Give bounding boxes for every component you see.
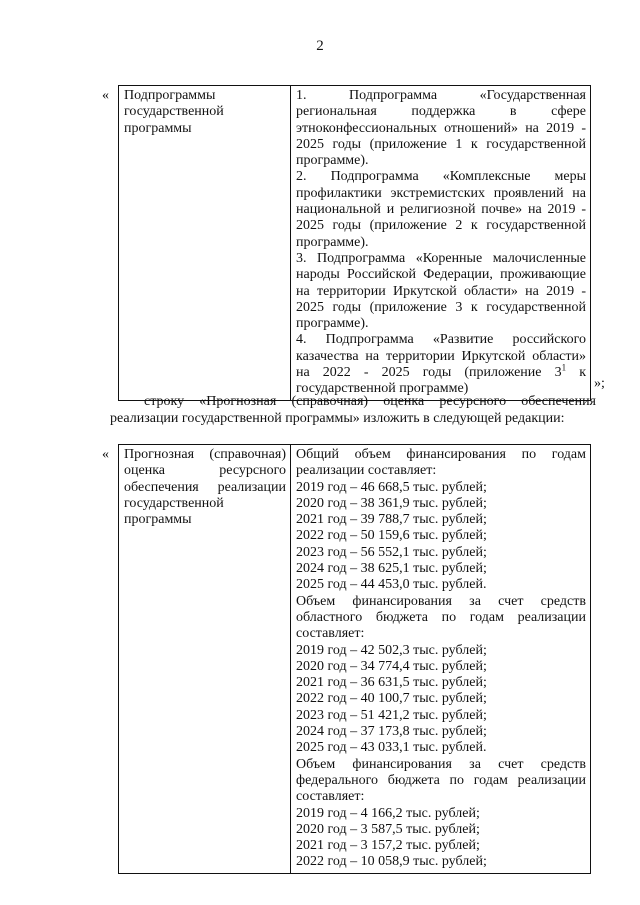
funding-lines: [291, 445, 591, 874]
funding-line: 2022 год – 10 058,9 тыс. рублей;: [296, 854, 487, 870]
funding-line: 2024 год – 38 625,1 тыс. рублей;: [296, 561, 487, 577]
open-quote-1: «: [102, 88, 109, 103]
funding-line: 2020 год – 38 361,9 тыс. рублей;: [296, 495, 487, 511]
page-number: 2: [316, 38, 324, 54]
funding-line: 2019 год – 46 668,5 тыс. рублей;: [296, 479, 487, 495]
funding-line: 2023 год – 51 421,2 тыс. рублей;: [296, 707, 487, 723]
instruction-paragraph: [110, 393, 596, 427]
funding-line: 2019 год – 4 166,2 тыс. рублей;: [296, 805, 480, 821]
funding-line: 2019 год – 42 502,3 тыс. рублей;: [296, 642, 487, 658]
subprogram-item: [296, 332, 586, 397]
funding-line: 2020 год – 3 587,5 тыс. рублей;: [296, 821, 480, 837]
subprogram-item: 3. Подпрограмма «Коренные малочисленные народы Российской Федерации, проживающие на территории Иркутской области» на 2019 - 2025 годы (приложение 3 к государственной программе).: [296, 250, 586, 332]
funding-line: 2022 год – 40 100,7 тыс. рублей;: [296, 691, 487, 707]
subprogram-item-tail: к государственной программе): [296, 365, 587, 397]
subprogram-item: 1. Подпрограмма «Государственная региональная поддержка в сфере этноконфессиональных отношений» на 2019 - 2025 годы (приложение 1 к государственной программе).: [296, 88, 586, 169]
instruction-line-1: строку «Прогнозная (справочная) оценка ресурсного обеспечения: [144, 394, 596, 409]
appendix-superscript: 1: [561, 362, 567, 373]
open-quote-2: «: [102, 447, 109, 462]
funding-line: 2021 год – 36 631,5 тыс. рублей;: [296, 675, 487, 691]
table-row: [119, 86, 591, 401]
funding-line: Объем финансирования за счет средств областного бюджета по годам реализации составляет:: [296, 593, 586, 642]
funding-line: 2024 год – 37 173,8 тыс. рублей;: [296, 724, 487, 740]
subprogram-item: 2. Подпрограмма «Комплексные меры профилактики экстремистских проявлений на национальной и религиозной почве» на 2019 - 2025 годы (приложение 2 к государственной программе).: [296, 169, 586, 250]
instruction-line-2: реализации государственной программы» изложить в следующей редакции:: [110, 411, 565, 426]
funding-line: 2025 год – 43 033,1 тыс. рублей.: [296, 740, 487, 756]
funding-line: 2025 год – 44 453,0 тыс. рублей.: [296, 577, 487, 593]
table-row: [119, 445, 591, 874]
subprograms-list: [291, 86, 591, 401]
funding-line: 2023 год – 56 552,1 тыс. рублей;: [296, 544, 487, 560]
funding-label: Прогнозная (справочная) оценка ресурсного обеспечения реализации государственной программы: [119, 445, 291, 874]
funding-line: 2022 год – 50 159,6 тыс. рублей;: [296, 528, 487, 544]
funding-line: 2021 год – 39 788,7 тыс. рублей;: [296, 512, 487, 528]
funding-line: Объем финансирования за счет средств федерального бюджета по годам реализации составляет:: [296, 756, 586, 805]
close-quote-1: »;: [594, 376, 605, 391]
funding-line: 2020 год – 34 774,4 тыс. рублей;: [296, 658, 487, 674]
funding-table: [118, 444, 591, 874]
subprograms-label: Подпрограммы государственной программы: [119, 86, 291, 401]
funding-line: Общий объем финансирования по годам реализации составляет:: [296, 447, 586, 479]
funding-line: 2021 год – 3 157,2 тыс. рублей;: [296, 838, 480, 854]
subprogram-item-text: 4. Подпрограмма «Развитие российского казачества на территории Иркутской области» на 2022 - 2025 годы (приложение 3: [296, 332, 586, 381]
subprograms-table: [118, 85, 591, 401]
